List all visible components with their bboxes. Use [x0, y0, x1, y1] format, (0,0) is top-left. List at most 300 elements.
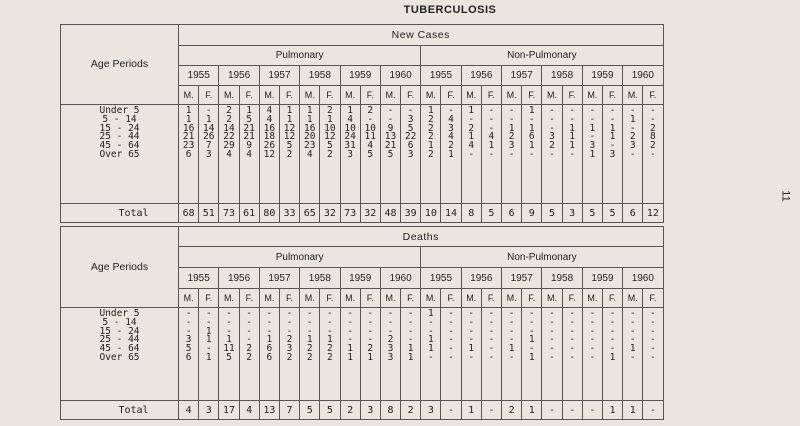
cell-value: -: [407, 325, 414, 337]
age-group-label: 5 - 14: [102, 113, 137, 125]
cell-value: 2: [327, 343, 333, 355]
cell-value: -: [387, 105, 394, 116]
cell-value: 10: [324, 122, 336, 134]
total-value: 68: [179, 204, 199, 223]
cell-value: 1: [427, 105, 434, 116]
year-header: 1958: [542, 268, 582, 289]
cell-value: -: [650, 343, 656, 355]
cell-value: -: [367, 308, 374, 319]
cell-value: -: [286, 308, 293, 319]
year-header: 1956: [219, 268, 259, 289]
age-group-label: 45 - 64: [99, 343, 140, 355]
total-value: 80: [259, 204, 279, 223]
cell-value: 1: [589, 148, 596, 160]
cell-value: -: [488, 343, 495, 355]
cell-value: -: [569, 351, 576, 363]
sex-header: F.: [643, 289, 663, 308]
cell-value: -: [407, 308, 414, 319]
cell-value: 1: [427, 343, 434, 355]
cell-value: 1: [306, 105, 313, 116]
cell-value: 6: [266, 343, 273, 355]
cell-value: 4: [347, 113, 353, 125]
deaths-non-pulmonary-header: Non-Pulmonary: [421, 247, 663, 268]
age-group-label: Over 65: [99, 148, 140, 160]
cell-value: -: [246, 316, 253, 328]
year-header: 1960: [623, 66, 663, 86]
cell-value: -: [508, 113, 515, 125]
cell-value: 21: [243, 122, 255, 134]
cell-value: -: [427, 351, 434, 363]
page-title: TUBERCULOSIS: [403, 4, 497, 16]
total-value: 3: [421, 401, 441, 420]
year-header: 1959: [340, 66, 380, 86]
cell-value: -: [246, 334, 253, 346]
cell-value: 3: [589, 140, 596, 152]
cell-value: -: [549, 325, 555, 337]
total-value: 8: [461, 204, 481, 223]
cell-value: 5: [246, 113, 253, 125]
cell-value: 1: [528, 105, 535, 116]
age-group-label: 45 - 64: [99, 140, 140, 152]
cell-value: 2: [246, 343, 253, 355]
cell-value: -: [629, 325, 636, 337]
cell-value: -: [609, 325, 616, 337]
sex-header: M.: [340, 289, 360, 308]
sex-header: F.: [441, 289, 461, 308]
year-header: 1958: [542, 66, 582, 86]
year-header: 1960: [380, 268, 420, 289]
cell-value: 6: [266, 351, 273, 363]
cell-value: 14: [203, 122, 215, 134]
cell-value: 6: [528, 131, 535, 143]
total-value: 14: [441, 204, 461, 223]
year-header: 1955: [179, 66, 219, 86]
cell-value: -: [226, 325, 232, 337]
cell-value: 2: [367, 105, 374, 116]
cell-value: -: [629, 308, 636, 319]
total-value: 65: [300, 204, 320, 223]
cell-value: -: [508, 308, 515, 319]
cell-value: 1: [327, 334, 333, 346]
cell-value: -: [650, 334, 656, 346]
year-header: 1959: [582, 66, 622, 86]
age-periods-header: Age Periods: [61, 25, 179, 105]
total-value: 2: [340, 401, 360, 420]
cell-value: 1: [569, 122, 576, 134]
cell-value: -: [246, 325, 253, 337]
cell-value: 20: [303, 131, 316, 143]
cell-value: -: [549, 122, 555, 134]
cell-value: -: [549, 316, 555, 328]
sex-header: M.: [300, 289, 320, 308]
cell-value: 1: [427, 308, 434, 319]
cell-value: 2: [286, 334, 293, 346]
cell-value: -: [205, 343, 212, 355]
cell-value: 1: [589, 122, 596, 134]
age-group-label: 15 - 24: [99, 122, 140, 134]
cell-value: -: [488, 113, 495, 125]
cell-value: 1: [427, 140, 434, 152]
cell-value: -: [488, 334, 495, 346]
cell-value: 1: [609, 351, 616, 363]
cell-value: 5: [286, 140, 293, 152]
cell-value: -: [508, 105, 515, 116]
sex-header: F.: [199, 86, 219, 105]
year-header: 1960: [380, 66, 420, 86]
deaths-heading: Deaths: [179, 227, 664, 247]
cell-value: 1: [306, 334, 313, 346]
cell-value: 16: [263, 122, 276, 134]
cell-value: -: [528, 316, 535, 328]
total-value: -: [542, 401, 562, 420]
year-header: 1957: [259, 66, 299, 86]
total-value: -: [481, 401, 501, 420]
cell-value: -: [266, 325, 273, 337]
total-value: 33: [279, 204, 299, 223]
sex-header: F.: [320, 86, 340, 105]
cell-value: 2: [448, 140, 454, 152]
cell-value: -: [650, 325, 656, 337]
cell-value: -: [629, 105, 636, 116]
sex-header: M.: [502, 289, 522, 308]
total-value: -: [562, 401, 582, 420]
cell-value: 5: [387, 148, 394, 160]
sex-header: F.: [360, 86, 380, 105]
cell-value: -: [549, 148, 555, 160]
cell-value: 4: [488, 131, 495, 143]
year-header: 1960: [623, 268, 663, 289]
cell-value: 6: [185, 148, 192, 160]
cell-value: -: [528, 308, 535, 319]
sex-header: M.: [340, 86, 360, 105]
cell-value: -: [650, 105, 656, 116]
deaths-pulmonary-header: Pulmonary: [179, 247, 421, 268]
cell-value: -: [306, 325, 313, 337]
cell-value: 4: [226, 148, 232, 160]
cell-value: -: [609, 105, 616, 116]
cell-value: 3: [609, 148, 616, 160]
cell-value: 1: [468, 343, 475, 355]
age-group-label: 25 - 44: [99, 334, 140, 346]
total-value: 3: [199, 401, 219, 420]
total-value: 2: [401, 401, 421, 420]
total-label: Total: [61, 401, 179, 420]
cell-value: -: [226, 308, 232, 319]
cell-value: -: [306, 316, 313, 328]
cell-value: 2: [306, 343, 313, 355]
cell-value: 4: [246, 148, 253, 160]
total-value: -: [643, 401, 663, 420]
total-value: 39: [401, 204, 421, 223]
cell-value: 5: [185, 343, 192, 355]
total-value: 6: [502, 204, 522, 223]
cell-value: -: [427, 316, 434, 328]
cell-value: 3: [387, 351, 394, 363]
cell-value: 2: [650, 140, 656, 152]
cell-value: -: [528, 113, 535, 125]
sex-header: F.: [522, 289, 542, 308]
cell-value: -: [448, 105, 454, 116]
cell-value: -: [609, 316, 616, 328]
cell-value: 1: [347, 343, 353, 355]
year-header: 1956: [219, 66, 259, 86]
year-header: 1956: [461, 268, 501, 289]
cell-value: -: [508, 316, 515, 328]
sex-header: F.: [562, 86, 582, 105]
sex-header: F.: [360, 289, 380, 308]
sex-header: M.: [421, 86, 441, 105]
cell-value: -: [226, 316, 232, 328]
cell-value: 24: [344, 131, 356, 143]
cell-value: -: [549, 113, 555, 125]
cell-value: -: [589, 308, 596, 319]
cell-value: -: [508, 148, 515, 160]
sex-header: F.: [199, 289, 219, 308]
cell-value: 3: [205, 148, 212, 160]
total-label: Total: [61, 204, 179, 223]
total-value: -: [441, 401, 461, 420]
year-header: 1955: [421, 66, 461, 86]
cell-value: -: [650, 113, 656, 125]
total-value: 13: [259, 401, 279, 420]
total-value: 5: [320, 401, 340, 420]
cell-value: 1: [226, 334, 232, 346]
cell-value: 1: [286, 105, 293, 116]
sex-header: F.: [279, 289, 299, 308]
cell-value: -: [650, 316, 656, 328]
cell-value: -: [508, 325, 515, 337]
cell-value: -: [327, 316, 333, 328]
cell-value: -: [589, 334, 596, 346]
cell-value: -: [528, 325, 535, 337]
total-value: 1: [522, 401, 542, 420]
sex-header: F.: [239, 86, 259, 105]
cell-value: 9: [387, 122, 394, 134]
cell-value: 1: [508, 343, 515, 355]
cell-value: 5: [226, 351, 232, 363]
age-group-label: Over 65: [99, 351, 140, 363]
cell-value: 10: [344, 122, 356, 134]
cell-value: 3: [286, 343, 293, 355]
cell-value: -: [629, 334, 636, 346]
total-value: 5: [542, 204, 562, 223]
cell-value: -: [549, 105, 555, 116]
cell-value: 1: [205, 334, 212, 346]
cell-value: -: [448, 325, 454, 337]
cell-value: 22: [223, 131, 235, 143]
cell-value: -: [569, 325, 576, 337]
cell-value: -: [347, 325, 353, 337]
cell-value: -: [569, 113, 576, 125]
cell-value: 2: [367, 343, 374, 355]
sex-header: M.: [259, 86, 279, 105]
cell-value: 2: [468, 122, 475, 134]
sex-header: M.: [582, 289, 602, 308]
age-group-label: 25 - 44: [99, 131, 140, 143]
cell-value: 1: [448, 148, 454, 160]
cell-value: -: [286, 325, 293, 337]
cell-value: 8: [650, 131, 656, 143]
cell-value: -: [650, 148, 656, 160]
cell-value: -: [650, 308, 656, 319]
cell-value: 21: [384, 140, 397, 152]
total-value: 5: [602, 204, 622, 223]
cell-value: 1: [327, 113, 333, 125]
cell-value: 3: [407, 148, 414, 160]
cell-value: 12: [283, 122, 296, 134]
cell-value: -: [286, 316, 293, 328]
cell-value: -: [569, 334, 576, 346]
cell-value: -: [589, 105, 596, 116]
cell-value: -: [569, 316, 576, 328]
cell-value: -: [407, 316, 414, 328]
cell-value: -: [508, 351, 515, 363]
cell-value: 5: [407, 122, 414, 134]
cell-value: -: [549, 334, 555, 346]
cell-value: -: [306, 308, 313, 319]
cell-value: 23: [182, 140, 195, 152]
cell-value: 6: [185, 351, 192, 363]
cell-value: 4: [367, 140, 374, 152]
sex-header: F.: [481, 86, 501, 105]
cell-value: -: [629, 122, 636, 134]
cell-value: 3: [549, 131, 555, 143]
cell-value: -: [528, 343, 535, 355]
cell-value: -: [367, 334, 374, 346]
cell-value: 5: [327, 140, 333, 152]
total-value: 1: [602, 401, 622, 420]
cell-value: 1: [306, 113, 313, 125]
cell-value: 1: [367, 351, 374, 363]
total-value: 9: [522, 204, 542, 223]
total-value: 48: [380, 204, 400, 223]
year-header: 1958: [300, 66, 340, 86]
cell-value: 2: [427, 131, 434, 143]
cell-value: 1: [468, 105, 475, 116]
sex-header: M.: [582, 86, 602, 105]
sex-header: F.: [239, 289, 259, 308]
cell-value: 21: [182, 131, 195, 143]
total-value: 73: [219, 204, 239, 223]
sex-header: M.: [461, 86, 481, 105]
cell-value: 21: [243, 131, 255, 143]
total-value: 10: [421, 204, 441, 223]
cell-value: 1: [569, 131, 576, 143]
year-header: 1957: [502, 66, 542, 86]
cell-value: 1: [629, 343, 636, 355]
cell-value: -: [609, 343, 616, 355]
age-periods-header: Age Periods: [61, 227, 179, 308]
cell-value: -: [468, 325, 475, 337]
cell-value: 1: [205, 113, 212, 125]
cell-value: -: [488, 316, 495, 328]
new_cases-heading: New Cases: [179, 25, 664, 46]
cell-value: -: [609, 113, 616, 125]
age-group-label: Under 5: [99, 105, 140, 116]
sex-header: F.: [602, 289, 622, 308]
total-value: 4: [179, 401, 199, 420]
cell-value: -: [448, 343, 454, 355]
cell-value: 12: [283, 131, 296, 143]
sex-header: M.: [219, 86, 239, 105]
cell-value: -: [549, 308, 555, 319]
total-value: 5: [300, 401, 320, 420]
cell-value: -: [266, 308, 273, 319]
cell-value: 1: [347, 105, 353, 116]
cell-value: 16: [182, 122, 195, 134]
cell-value: 1: [528, 334, 535, 346]
cell-value: 11: [364, 131, 376, 143]
cell-value: 3: [185, 334, 192, 346]
cell-value: 6: [407, 140, 414, 152]
cell-value: 3: [407, 113, 414, 125]
cell-value: 3: [448, 122, 454, 134]
cell-value: -: [589, 343, 596, 355]
sex-header: M.: [380, 289, 400, 308]
year-header: 1957: [259, 268, 299, 289]
total-value: 61: [239, 204, 259, 223]
year-header: 1957: [502, 268, 542, 289]
page-number: 11: [779, 190, 792, 202]
cell-value: -: [205, 105, 212, 116]
cell-value: -: [246, 308, 253, 319]
cell-value: -: [488, 105, 495, 116]
total-value: 6: [623, 204, 643, 223]
cell-value: 1: [407, 343, 414, 355]
cell-value: 9: [246, 140, 253, 152]
cell-value: 2: [508, 131, 515, 143]
sex-header: M.: [179, 86, 199, 105]
cell-value: 22: [404, 131, 417, 143]
total-value: 4: [239, 401, 259, 420]
cell-value: 4: [468, 140, 475, 152]
cell-value: -: [347, 334, 353, 346]
cell-value: -: [488, 351, 495, 363]
cell-value: -: [205, 316, 212, 328]
sex-header: F.: [279, 86, 299, 105]
cell-value: -: [488, 308, 495, 319]
sex-header: M.: [219, 289, 239, 308]
sex-header: M.: [380, 86, 400, 105]
cell-value: 4: [266, 113, 273, 125]
sex-header: F.: [401, 86, 421, 105]
cell-value: -: [528, 148, 535, 160]
cell-value: -: [609, 140, 616, 152]
sex-header: F.: [401, 289, 421, 308]
cell-value: 1: [468, 131, 475, 143]
cell-value: 4: [448, 131, 454, 143]
cell-value: -: [589, 351, 596, 363]
cell-value: -: [468, 351, 475, 363]
cell-value: -: [589, 325, 596, 337]
cell-value: 2: [226, 105, 232, 116]
cell-value: 2: [327, 148, 333, 160]
cell-value: 2: [427, 113, 434, 125]
cell-value: 1: [629, 113, 636, 125]
cell-value: 3: [347, 148, 353, 160]
total-value: 7: [279, 401, 299, 420]
cell-value: 11: [223, 343, 235, 355]
cell-value: 26: [203, 131, 215, 143]
cell-value: 2: [549, 140, 555, 152]
total-value: 32: [360, 204, 380, 223]
cell-value: 4: [448, 113, 454, 125]
cell-value: -: [629, 148, 636, 160]
sex-header: F.: [320, 289, 340, 308]
year-header: 1956: [461, 66, 501, 86]
cell-value: -: [488, 148, 495, 160]
cell-value: 14: [223, 122, 235, 134]
